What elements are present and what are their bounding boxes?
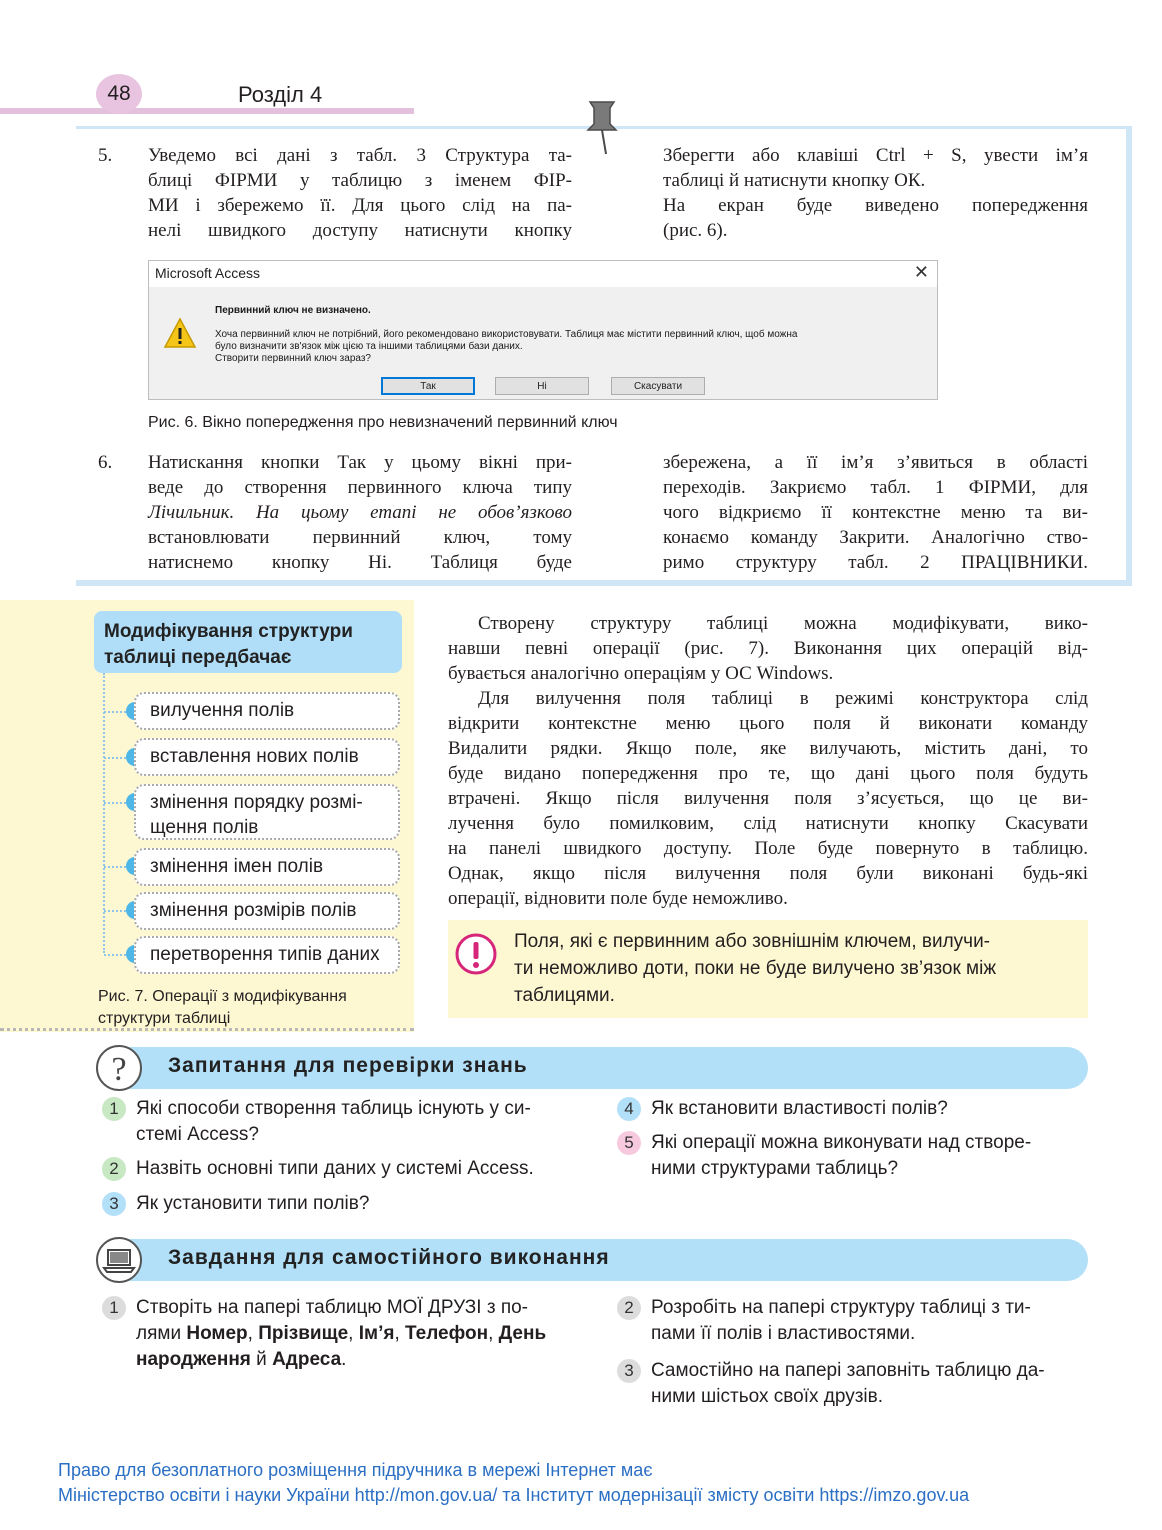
text-line: (рис. 6). <box>663 220 728 241</box>
list-item <box>134 848 400 886</box>
task-text <box>651 1295 1031 1347</box>
pushpin-icon <box>584 98 620 156</box>
dialog-body: було визначити зв'язок між цією та іншими таблицями бази даних. <box>215 341 523 352</box>
figure-caption <box>98 986 347 1030</box>
text-line: бувається аналогічно операціям у ОС Windows. <box>448 663 834 684</box>
question-line: Які способи створення таблиць існують у си- <box>136 1098 531 1119</box>
task-line <box>136 1347 576 1373</box>
close-icon[interactable]: ✕ <box>913 262 929 282</box>
step-number: 5. <box>98 145 113 166</box>
field-name: Номер <box>186 1323 248 1344</box>
tree-branch <box>104 954 126 956</box>
footer-line: Міністерство освіти і науки України http://mon.gov.ua/ та Інститут модернізації змісту освіти https://imzo.gov.ua <box>58 1485 970 1505</box>
caption-line: Рис. 7. Операції з модифікування <box>98 988 347 1005</box>
footer-line: Право для безоплатного розміщення підручника в мережі Інтернет має <box>58 1460 653 1480</box>
question-mark-icon <box>96 1045 142 1091</box>
item-text: перетворення типів даних <box>150 944 380 965</box>
item-text: вставлення нових полів <box>150 746 359 767</box>
body-text <box>448 611 1088 911</box>
field-name: День <box>498 1323 547 1344</box>
exclamation-icon <box>454 932 498 976</box>
task-text-part: , <box>348 1323 359 1344</box>
task-text-part: , <box>247 1323 259 1344</box>
item-text: змінення імен полів <box>150 856 324 877</box>
dialog-titlebar <box>149 261 937 287</box>
item-text: змінення розмірів полів <box>150 900 357 921</box>
tasks-title: Завдання для самостійного виконання <box>168 1246 610 1269</box>
task-text-part: лями <box>136 1323 187 1344</box>
text-line: Уведемо всі дані з табл. 3 Структура та- <box>148 145 572 166</box>
note-line: ти неможливо доти, поки не буде вилучено зв’язок між <box>514 958 997 979</box>
list-item <box>134 692 400 730</box>
title-line: таблиці передбачає <box>104 647 292 668</box>
text-line: нелі швидкого доступу натиснути кнопку <box>148 220 572 241</box>
dialog-heading: Первинний ключ не визначено. <box>215 305 371 316</box>
question-text <box>136 1096 531 1148</box>
questions-title: Запитання для перевірки знань <box>168 1054 528 1077</box>
text-line: таблиці й натиснути кнопку ОК. <box>663 170 926 191</box>
text-line: втрачені. Якщо після вилучення поля з’ясується, що це ви- <box>448 788 1088 809</box>
question-number: 5 <box>617 1131 641 1155</box>
page-number: 48 <box>96 74 142 114</box>
no-button[interactable]: Ні <box>495 377 589 395</box>
question-number: 1 <box>102 1097 126 1121</box>
text-line: блиці ФІРМИ у таблицю з іменем ФІР- <box>148 170 572 191</box>
question-number: 4 <box>617 1097 641 1121</box>
question-line: стемі Access? <box>136 1124 259 1145</box>
note-text <box>514 928 1074 1009</box>
field-name: Ім’я <box>358 1323 395 1344</box>
text-line: буде видано попередження про те, що дані цього поля будуть <box>448 763 1088 784</box>
modification-header <box>94 611 402 673</box>
task-line: Самостійно на папері заповніть таблицю да- <box>651 1360 1045 1381</box>
task-text-part: й <box>250 1349 273 1370</box>
step6-right-text <box>663 450 1088 575</box>
yes-button[interactable]: Так <box>381 377 475 395</box>
question-line: Які операції можна виконувати над створе- <box>651 1132 1032 1153</box>
step6-left-text <box>148 450 572 575</box>
section-title: Розділ 4 <box>238 82 323 107</box>
question-line: ними структурами таблиць? <box>651 1158 899 1179</box>
text-line: встановлювати первинний ключ, тому <box>148 527 572 548</box>
tree-branch <box>104 910 126 912</box>
list-item <box>134 784 400 840</box>
header-rule <box>0 108 414 114</box>
text-line: МИ і збережемо її. Для цього слід на па- <box>148 195 572 216</box>
task-text <box>136 1295 576 1373</box>
text-line: збережена, а її ім’я з’явиться в області <box>663 452 1088 473</box>
text-line: на панелі швидкого доступу. Поле буде повернуто в таблицю. <box>448 838 1088 859</box>
text-line: натиснемо кнопку Ні. Таблиця буде <box>148 552 572 573</box>
text-line: веде до створення первинного ключа типу <box>148 477 572 498</box>
warning-note <box>448 920 1088 1018</box>
question-text: Як установити типи полів? <box>136 1193 370 1214</box>
tree-branch <box>104 866 126 868</box>
text-line: відкрити контекстне меню цього поля й виконати команду <box>448 713 1088 734</box>
step5-right-text <box>663 143 1088 243</box>
dialog-body: Створити первинний ключ зараз? <box>215 353 371 364</box>
task-text-part: . <box>341 1349 347 1370</box>
step-number: 6. <box>98 452 113 473</box>
task-line: ними шістьох своїх друзів. <box>651 1386 884 1407</box>
question-text: Назвіть основні типи даних у системі Access. <box>136 1158 534 1179</box>
caption-line: структури таблиці <box>98 1010 231 1027</box>
task-number: 2 <box>617 1296 641 1320</box>
field-name: народження <box>136 1349 251 1370</box>
task-text-part: , <box>488 1323 499 1344</box>
question-text: Як встановити властивості полів? <box>651 1098 948 1119</box>
tasks-header <box>98 1239 1088 1281</box>
tree-branch <box>104 757 126 759</box>
note-line: Поля, які є первинним або зовнішнім ключем, вилучи- <box>514 931 991 952</box>
text-line: навши певні операції (рис. 7). Виконання цих операцій від- <box>448 638 1088 659</box>
svg-text:?: ? <box>111 1051 127 1088</box>
task-number: 3 <box>617 1359 641 1383</box>
question-number: 3 <box>102 1192 126 1216</box>
field-name: Адреса <box>272 1349 342 1370</box>
text-line: На екран буде виведено попередження <box>663 195 1088 216</box>
field-name: Прізвище <box>258 1323 349 1344</box>
list-item <box>134 936 400 974</box>
dialog-body: Хоча первинний ключ не потрібний, його рекомендовано використовувати. Таблиця має містити первинний ключ, щоб можна <box>215 329 798 340</box>
step5-left-text <box>148 143 572 243</box>
text-line: Видалити рядки. Якщо поле, яке вилучають, містить дані, то <box>448 738 1088 759</box>
task-line: Розробіть на папері структуру таблиці з ти- <box>651 1297 1031 1318</box>
text-line: Створену структуру таблиці можна модифікувати, вико- <box>478 613 1088 634</box>
access-dialog <box>148 260 938 400</box>
field-name: Телефон <box>405 1323 489 1344</box>
questions-header <box>98 1047 1088 1089</box>
warning-icon <box>163 317 197 349</box>
task-line: Створіть на папері таблицю МОЇ ДРУЗІ з по- <box>136 1297 528 1318</box>
tree-branch <box>104 802 126 804</box>
text-line: Натискання кнопки Так у цьому вікні при- <box>148 452 572 473</box>
laptop-icon <box>96 1237 142 1283</box>
text-line: лучення було помилковим, слід натиснути кнопку Скасувати <box>448 813 1088 834</box>
text-line: чого відкриємо її контекстне меню та ви- <box>663 502 1088 523</box>
question-number: 2 <box>102 1157 126 1181</box>
task-line: пами її полів і властивостями. <box>651 1323 916 1344</box>
text-line: Однак, якщо після вилучення поля були виконані будь-які <box>448 863 1088 884</box>
text-line: Для вилучення поля таблиці в режимі конструктора слід <box>478 688 1088 709</box>
cancel-button[interactable]: Скасувати <box>611 377 705 395</box>
text-line: переходів. Закриємо табл. 1 ФІРМИ, для <box>663 477 1088 498</box>
tree-branch <box>104 711 126 713</box>
dialog-title: Microsoft Access <box>155 265 261 281</box>
question-text <box>651 1130 1031 1182</box>
task-line <box>136 1321 576 1347</box>
title-line: Модифікування структури <box>104 621 353 642</box>
item-text: змінення порядку розмі- <box>150 792 363 813</box>
task-number: 1 <box>102 1296 126 1320</box>
modification-title <box>104 619 353 671</box>
text-line: операції, відновити поле буде неможливо. <box>448 888 788 909</box>
note-line: таблицями. <box>514 985 615 1006</box>
list-item <box>134 892 400 930</box>
text-line: конаємо команду Закрити. Аналогічно ство- <box>663 527 1088 548</box>
text-line: римо структуру табл. 2 ПРАЦІВНИКИ. <box>663 552 1088 573</box>
task-text-part: , <box>394 1323 405 1344</box>
text-line: Зберегти або клавіші Ctrl + S, увести ім’я <box>663 145 1088 166</box>
list-item <box>134 738 400 776</box>
item-text: щення полів <box>150 817 259 838</box>
item-text: вилучення полів <box>150 700 295 721</box>
figure-caption: Рис. 6. Вікно попередження про невизначений первинний ключ <box>148 414 618 431</box>
task-text <box>651 1358 1045 1410</box>
text-line: Лічильник. На цьому етапі не обов’язково <box>148 502 572 523</box>
